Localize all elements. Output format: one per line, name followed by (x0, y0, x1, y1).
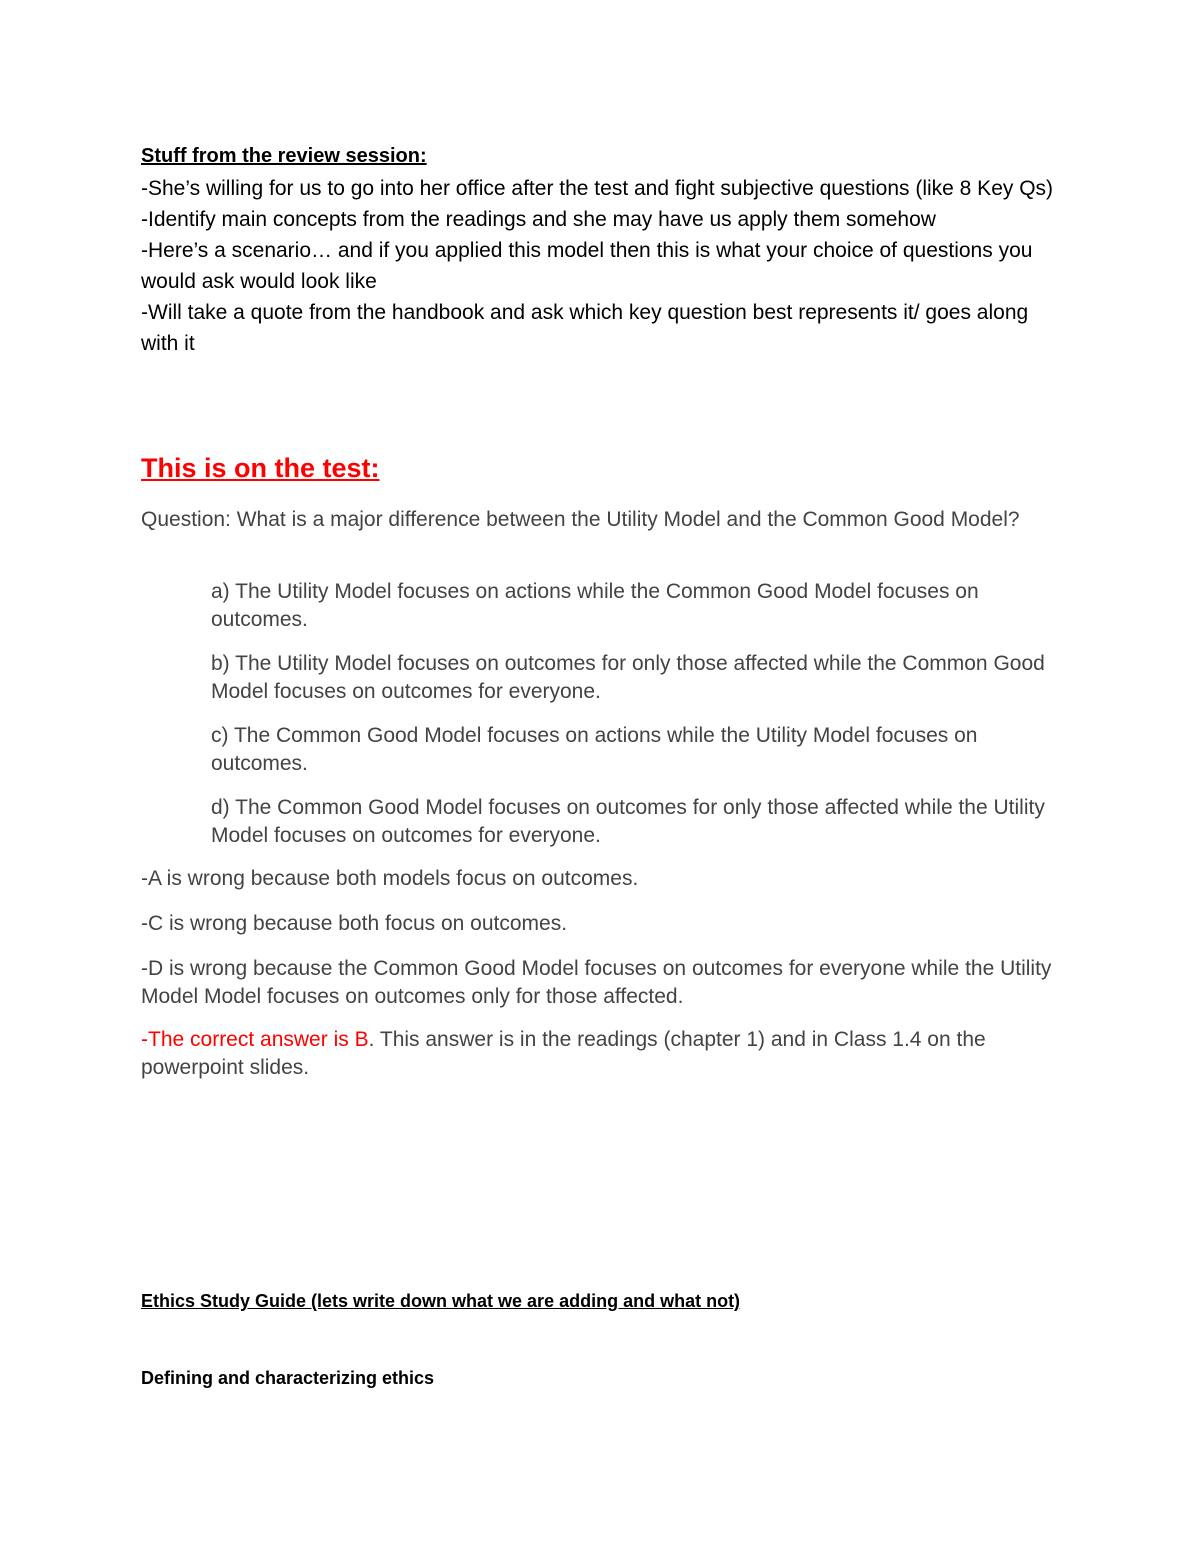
review-session-list (141, 173, 1061, 359)
answer-option-c: c) The Common Good Model focuses on actions while the Utility Model focuses on outcomes. (211, 724, 978, 775)
section-heading: Defining and characterizing ethics (141, 1368, 435, 1388)
explanation-item: -D is wrong because the Common Good Model focuses on outcomes for everyone while the Utility Model Model focuses on outcomes only for those affected. (141, 957, 1052, 1008)
list-item: -Identify main concepts from the readings and she may have us apply them somehow (141, 208, 936, 231)
answer-option-a: a) The Utility Model focuses on actions while the Common Good Model focuses on outcomes. (211, 580, 979, 631)
list-item: -Here’s a scenario… and if you applied this model then this is what your choice of questions you would ask would look like (141, 239, 1033, 293)
explanation-item: -A is wrong because both models focus on outcomes. (141, 867, 639, 890)
test-heading: This is on the test: (141, 453, 380, 483)
explanations-list (141, 865, 1061, 1028)
correct-answer-rest: . This answer is in the readings (chapter 1) and in Class 1.4 on the powerpoint slides. (141, 1028, 986, 1079)
answer-option-b: b) The Utility Model focuses on outcomes for only those affected while the Common Good Model focuses on outcomes for everyone. (211, 652, 1045, 703)
question-text: Question: What is a major difference between the Utility Model and the Common Good Model? (141, 508, 1020, 531)
review-session-heading: Stuff from the review session: (141, 145, 427, 167)
list-item: -She’s willing for us to go into her office after the test and fight subjective questions (like 8 Key Qs) (141, 177, 1054, 200)
correct-answer-paragraph (141, 1026, 1061, 1082)
correct-answer-highlight: The correct answer is B (148, 1028, 369, 1051)
explanation-item: -C is wrong because both focus on outcomes. (141, 912, 568, 935)
study-guide-heading: Ethics Study Guide (lets write down what we are adding and what not) (141, 1291, 741, 1311)
answer-prefix: - (141, 1028, 148, 1051)
list-item: -Will take a quote from the handbook and ask which key question best represents it/ goes along with it (141, 301, 1029, 355)
answer-options-list (211, 578, 1061, 866)
answer-option-d: d) The Common Good Model focuses on outcomes for only those affected while the Utility Model focuses on outcomes for everyone. (211, 796, 1045, 847)
